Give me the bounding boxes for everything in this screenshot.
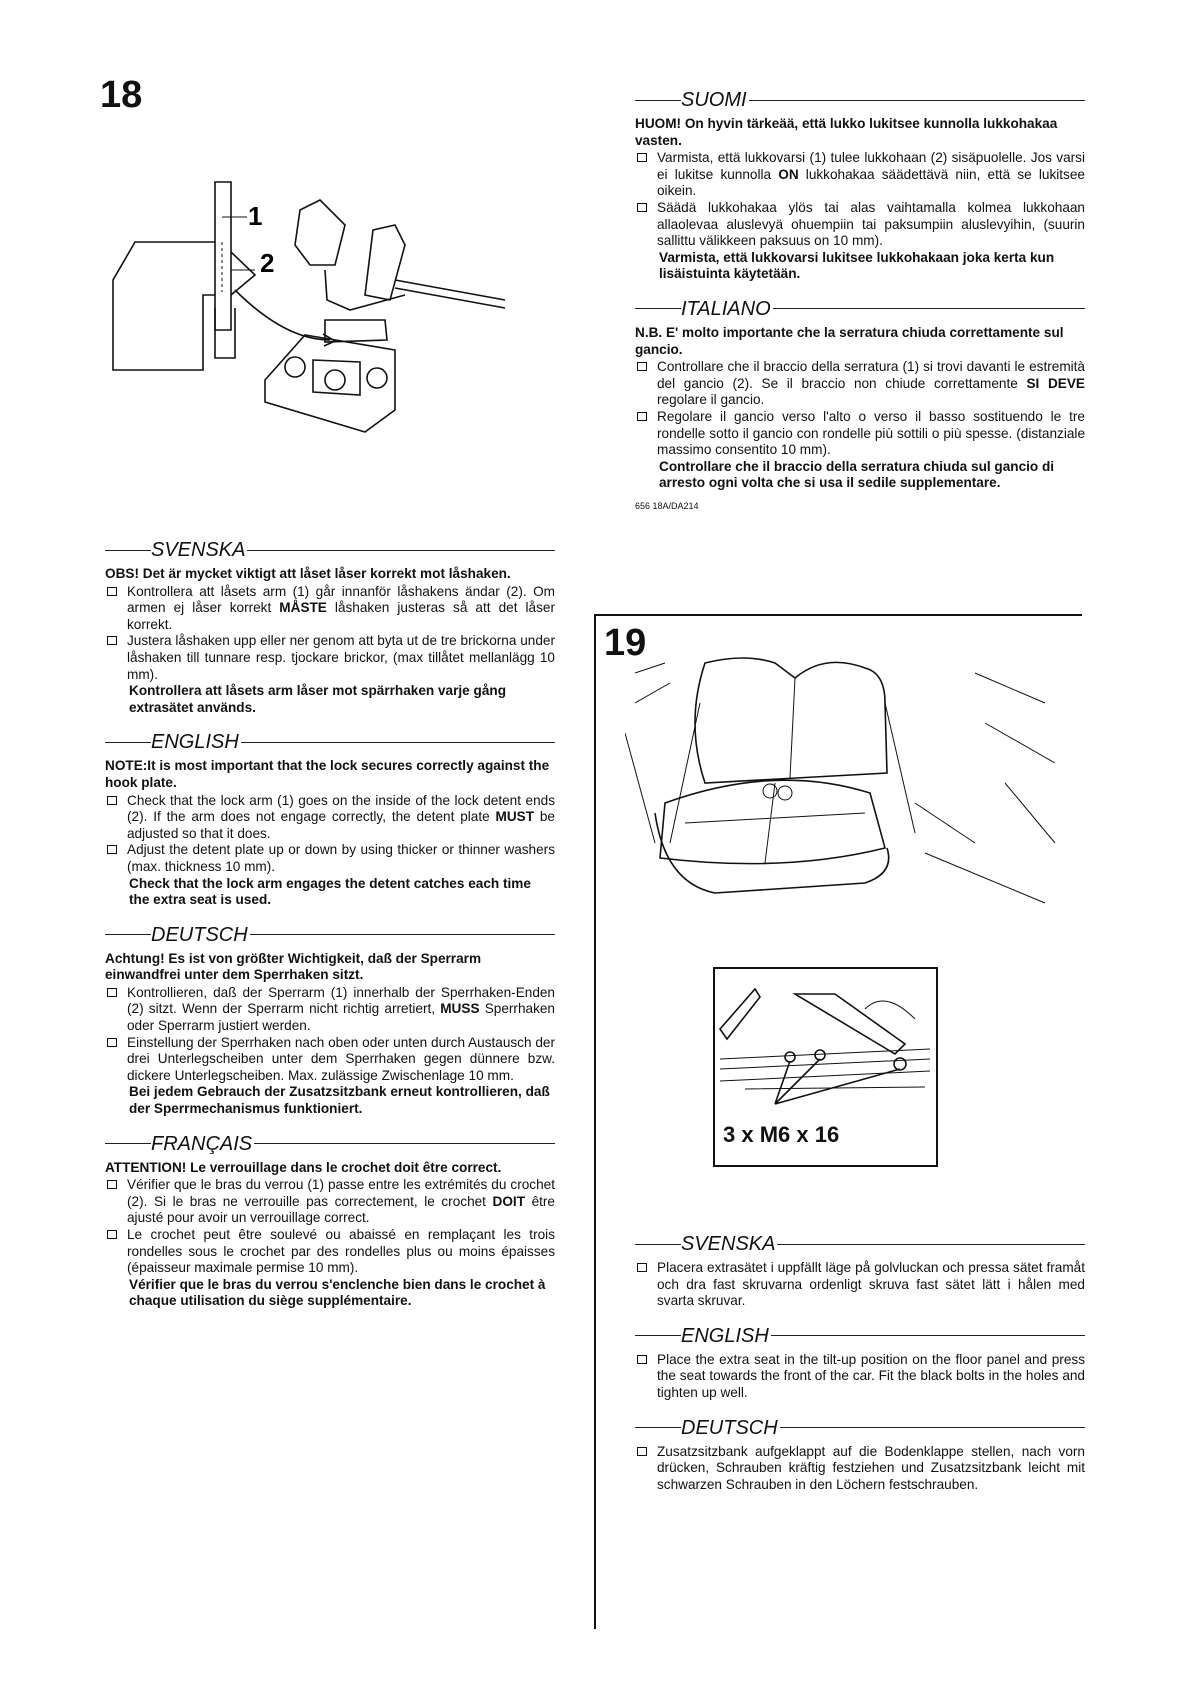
callout-2: 2 [260,248,275,278]
section-header [635,1232,1085,1256]
section-italiano [635,297,1085,492]
section-deutsch-19 [635,1416,1085,1494]
inset-bolt-drawing [715,969,932,1119]
section-header [105,1132,555,1156]
lang-label: SVENSKA [681,1233,776,1255]
list-item: Placera extrasätet i uppfällt läge på golvluckan och pressa sätet framåt och dra fast skruvarna ordenligt skruva fast sätet lätt i hålen med svarta skruvar. [635,1260,1085,1310]
note-text: Achtung! Es ist von größter Wichtigkeit, daß der Sperrarm einwandfrei unter dem Sperrhaken sitzt. [105,950,482,983]
section-english-19 [635,1324,1085,1402]
section-svenska-19 [635,1232,1085,1310]
section-deutsch [105,923,555,1118]
list-item: Zusatzsitzbank aufgeklappt auf die Bodenklappe stellen, nach vorn drücken, Schrauben kräftig festziehen und Zusatzsitzbank leicht mit schwarzen Schrauben in den Löchern festschrauben. [635,1444,1085,1494]
warning-text: Controllare che il braccio della serratura chiuda sul gancio di arresto ogni volta che si usa il sedile supplementare. [659,458,1055,491]
lang-label: ENGLISH [151,731,239,754]
extra-seat-illustration [625,643,1065,973]
seat-lock-illustration [105,170,545,480]
list-item: Varmista, että lukkovarsi (1) tulee lukkohaan (2) sisäpuolelle. Jos varsi ei lukitse kunnolla ON lukkohakaa säädettävä niin, että se lukitsee oikein. [635,150,1085,200]
checkbox-icon [107,636,117,645]
warning-text: Vérifier que le bras du verrou s'enclenche bien dans le crochet à chaque utilisation du siège supplémentaire. [129,1276,546,1309]
section-header [635,1324,1085,1348]
checkbox-icon [107,1230,117,1239]
list-item: Kontrollera att låsets arm (1) går innanför låshakens ändar (2). Om armen ej låser korrekt MÅSTE låshaken justeras så att det låser korrekt. [105,584,555,634]
checkbox-icon [637,1447,647,1456]
section-francais [105,1132,555,1310]
section-header [105,730,555,754]
checkbox-icon [107,587,117,596]
checkbox-icon [637,1355,647,1364]
list-item: Vérifier que le bras du verrou (1) passe entre les extrémités du crochet (2). Si le bras ne verrouille pas correctement, le crochet DOIT être ajusté pour avoir un verrouillage correct. [105,1177,555,1227]
page18-right-column [635,88,1085,514]
note-text: ATTENTION! Le verrouillage dans le crochet doit être correct. [105,1159,502,1175]
note-text: N.B. E' molto importante che la serratura chiuda correttamente sul gancio. [635,324,1064,357]
list-item: Adjust the detent plate up or down by using thicker or thinner washers (max. thickness 10 mm). [105,842,555,875]
list-item: Kontrollieren, daß der Sperrarm (1) innerhalb der Sperrhaken-Enden (2) sitzt. Wenn der Sperrarm nicht richtig arretiert, MUSS Sperrhaken oder Sperrarm justiert werden. [105,985,555,1035]
inset-bolt-label: 3 x M6 x 16 [723,1122,840,1147]
page19-text-column [635,1232,1085,1507]
checkbox-icon [107,796,117,805]
list-item: Check that the lock arm (1) goes on the inside of the lock detent ends (2). If the arm does not engage correctly, the detent plate MUST be adjusted so that it does. [105,793,555,843]
checkbox-icon [107,845,117,854]
section-english [105,730,555,908]
list-item: Regolare il gancio verso l'alto o verso il basso sostituendo le tre rondelle sotto il gancio con rondelle più sottili o più spesse. (distanziale massimo consentito 10 mm). [635,409,1085,459]
checkbox-icon [107,988,117,997]
section-header [635,297,1085,321]
list-item: Einstellung der Sperrhaken nach oben oder unten durch Austausch der drei Unterlegscheiben unter dem Sperrhaken gegen dünnere bzw. dickere Unterlegscheiben. Max. zulässige Zwischenlage 10 mm. [105,1035,555,1085]
inset-bolt-detail [713,967,938,1167]
checkbox-icon [107,1180,117,1189]
section-suomi [635,88,1085,283]
page19-left-rule [594,614,596,1629]
note-text: OBS! Det är mycket viktigt att låset låser korrekt mot låshaken. [105,566,511,581]
callout-1: 1 [248,201,263,231]
page-number-19: 19 [604,622,647,664]
checkbox-icon [637,153,647,162]
note-text: NOTE:It is most important that the lock secures correctly against the hook plate. [105,758,550,790]
checkbox-icon [637,412,647,421]
lang-label: ITALIANO [681,297,771,320]
list-item: Place the extra seat in the tilt-up position on the floor panel and press the seat towards the front of the car. Fit the black bolts in the holes and tighten up well. [635,1352,1085,1402]
page18-left-column [105,538,555,1324]
list-item: Le crochet peut être soulevé ou abaissé en remplaçant les trois rondelles sous le crochet par des rondelles plus ou moins épaisses (épaisseur maximale permise 10 mm). [105,1227,555,1277]
checkbox-icon [637,362,647,371]
list-item: Controllare che il braccio della serratura (1) si trovi davanti le estremità del gancio (2). Se il braccio non chiude correttamente SI DEVE regolare il gancio. [635,359,1085,409]
lang-label: DEUTSCH [681,1416,778,1439]
list-item: Säädä lukkohakaa ylös tai alas vaihtamalla kolmea lukkohaan allaolevaa aluslevyä ohuempiin tai paksumpiin aluslevyihin, (suurin sallittu välikkeen paksuus on 10 mm). [635,200,1085,250]
note-text: HUOM! On hyvin tärkeää, että lukko lukitsee kunnolla lukkohakaa vasten. [635,116,1058,148]
section-header [105,923,555,947]
warning-text: Kontrollera att låsets arm låser mot spärrhaken varje gång extrasätet används. [129,683,506,715]
warning-text: Varmista, että lukkovarsi lukitsee lukkohakaan joka kerta kun lisäistuinta käytetään. [659,249,1055,282]
checkbox-icon [107,1038,117,1047]
section-header [635,1416,1085,1440]
section-header [635,88,1085,112]
lang-label: ENGLISH [681,1324,769,1347]
section-header [105,538,555,562]
checkbox-icon [637,203,647,212]
page19-top-rule [594,614,1082,616]
lang-label: SUOMI [681,89,747,111]
page-number-18: 18 [100,74,143,116]
lang-label: SVENSKA [151,539,246,561]
warning-text: Bei jedem Gebrauch der Zusatzsitzbank erneut kontrollieren, daß der Sperrmechanismus funktioniert. [129,1084,550,1117]
list-item: Justera låshaken upp eller ner genom att byta ut de tre brickorna under låshaken till tunnare resp. tjockare brickor, (max tillåtet mellanlägg 10 mm). [105,633,555,683]
document-code: 656 18A/DA214 [635,500,699,511]
warning-text: Check that the lock arm engages the detent catches each time the extra seat is used. [129,875,531,908]
lang-label: FRANÇAIS [151,1132,253,1155]
lang-label: DEUTSCH [151,923,248,946]
section-svenska [105,538,555,716]
checkbox-icon [637,1263,647,1272]
